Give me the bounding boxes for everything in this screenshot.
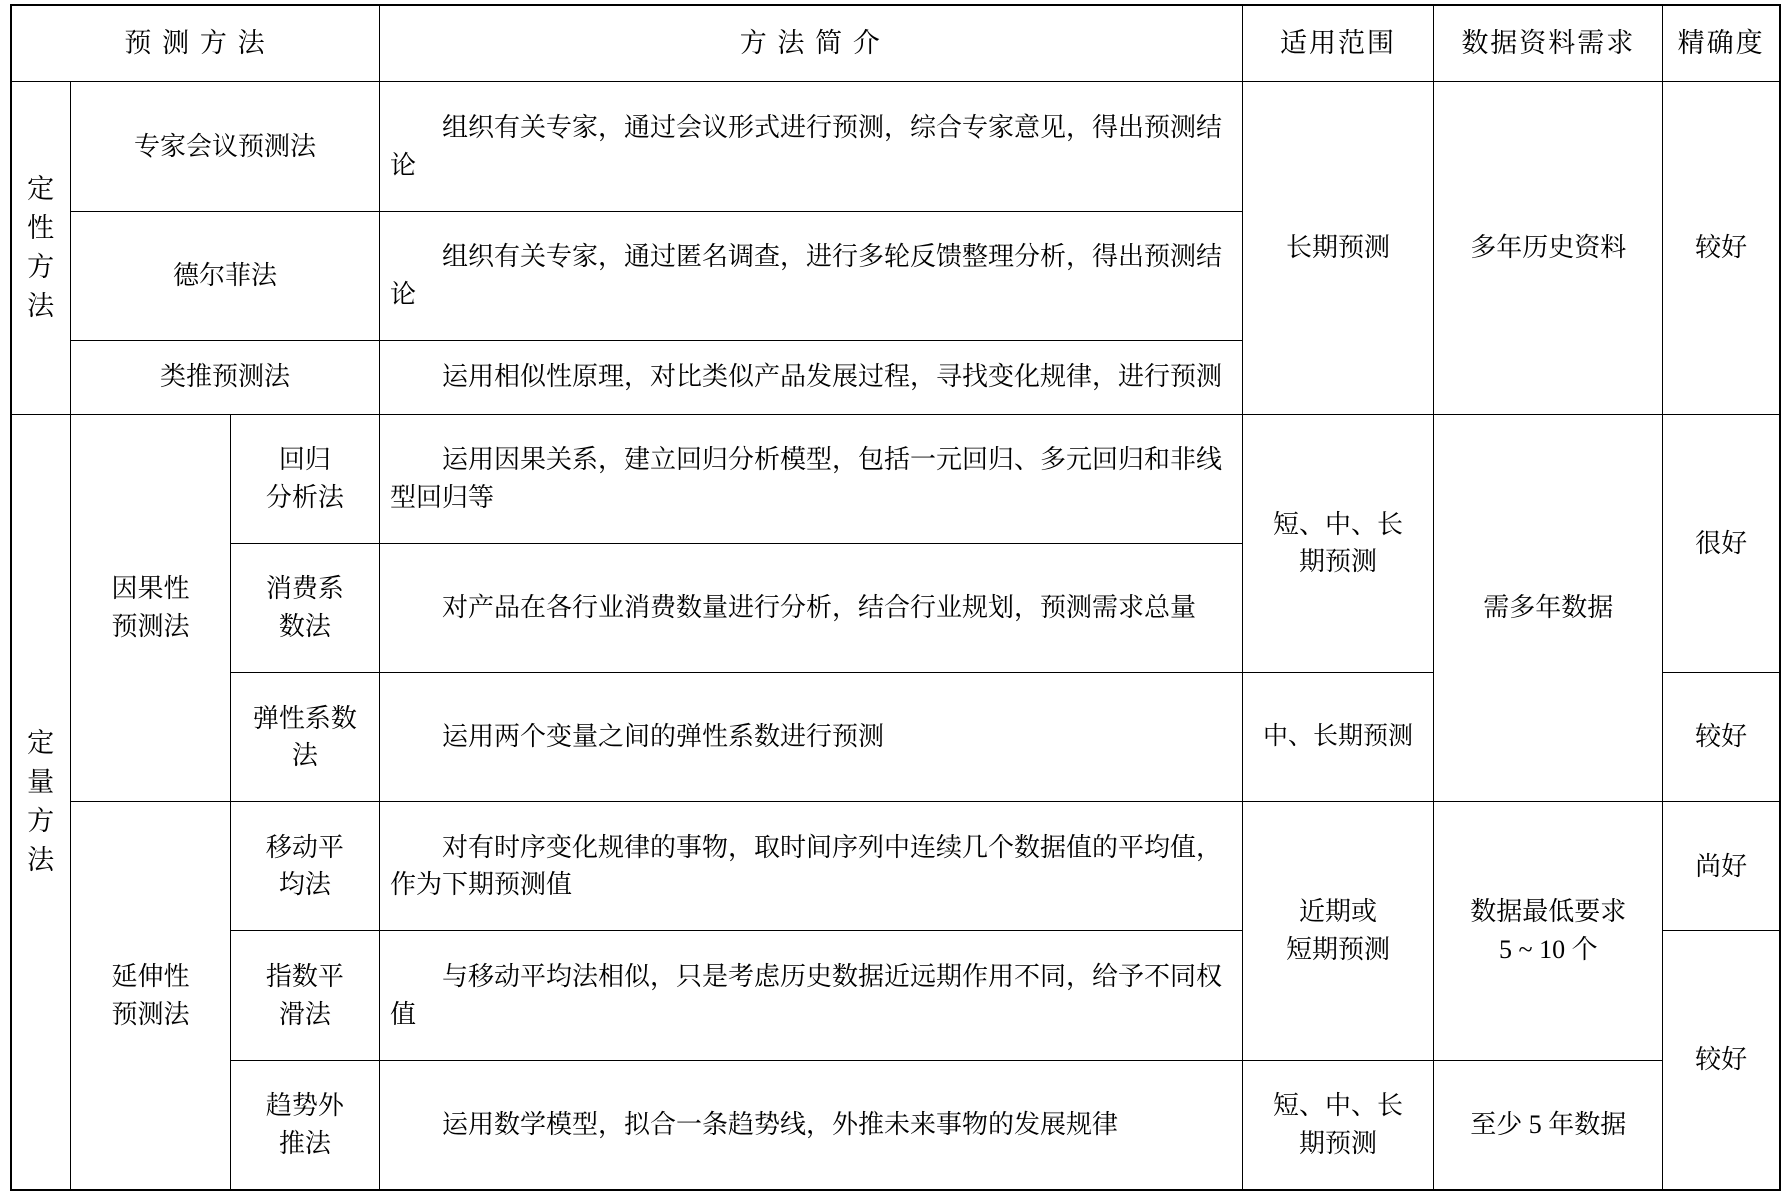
accuracy-value: 较好: [1663, 82, 1780, 414]
forecast-methods-table: [10, 4, 1781, 1191]
method-intro: 运用相似性原理，对比类似产品发展过程，寻找变化规律，进行预测: [379, 340, 1242, 414]
scope-short-mid-long: 短、中、长 期预测: [1242, 414, 1434, 672]
accuracy-value: 很好: [1663, 414, 1780, 672]
method-name: 消费系 数法: [230, 543, 379, 672]
method-intro: 对产品在各行业消费数量进行分析，结合行业规划，预测需求总量: [379, 543, 1242, 672]
data-need-at-least-5y: 至少 5 年数据: [1434, 1060, 1663, 1190]
method-intro: 运用数学模型，拟合一条趋势线，外推未来事物的发展规律: [379, 1060, 1242, 1190]
header-method: 预 测 方 法: [11, 5, 379, 82]
scope-recent-short: 近期或 短期预测: [1242, 802, 1434, 1060]
method-intro: 组织有关专家，通过匿名调查，进行多轮反馈整理分析，得出预测结论: [379, 211, 1242, 340]
method-intro: 对有时序变化规律的事物，取时间序列中连续几个数据值的平均值，作为下期预测值: [379, 802, 1242, 931]
table-row: [11, 802, 1780, 931]
table-row: [11, 1060, 1780, 1190]
table-row: [11, 82, 1780, 211]
scope-long-term: 长期预测: [1242, 82, 1434, 414]
data-need-history: 多年历史资料: [1434, 82, 1663, 414]
group-causal: 因果性 预测法: [71, 414, 231, 801]
method-name: 移动平 均法: [230, 802, 379, 931]
method-name: 德尔菲法: [71, 211, 380, 340]
method-name: 类推预测法: [71, 340, 380, 414]
scope-short-mid-long-2: 短、中、长 期预测: [1242, 1060, 1434, 1190]
method-name: 回归 分析法: [230, 414, 379, 543]
method-name: 指数平 滑法: [230, 931, 379, 1060]
data-need-many-years: 需多年数据: [1434, 414, 1663, 801]
data-need-min: 数据最低要求 5 ~ 10 个: [1434, 802, 1663, 1060]
method-intro: 运用因果关系，建立回归分析模型，包括一元回归、多元回归和非线型回归等: [379, 414, 1242, 543]
group-extension: 延伸性 预测法: [71, 802, 231, 1190]
table-header-row: [11, 5, 1780, 82]
accuracy-value: 尚好: [1663, 802, 1780, 931]
method-intro: 运用两个变量之间的弹性系数进行预测: [379, 673, 1242, 802]
header-intro: 方 法 简 介: [379, 5, 1242, 82]
accuracy-value: 较好: [1663, 931, 1780, 1190]
method-intro: 组织有关专家，通过会议形式进行预测，综合专家意见，得出预测结论: [379, 82, 1242, 211]
scope-mid-long: 中、长期预测: [1242, 673, 1434, 802]
header-scope: 适用范围: [1242, 5, 1434, 82]
header-accuracy: 精确度: [1663, 5, 1780, 82]
method-intro: 与移动平均法相似，只是考虑历史数据近远期作用不同，给予不同权值: [379, 931, 1242, 1060]
table-row: [11, 414, 1780, 543]
method-name: 专家会议预测法: [71, 82, 380, 211]
header-data-need: 数据资料需求: [1434, 5, 1663, 82]
method-name: 趋势外 推法: [230, 1060, 379, 1190]
method-name: 弹性系数法: [230, 673, 379, 802]
category-quantitative: 定 量 方 法: [11, 414, 71, 1190]
category-qualitative: 定 性 方 法: [11, 82, 71, 414]
accuracy-value: 较好: [1663, 673, 1780, 802]
